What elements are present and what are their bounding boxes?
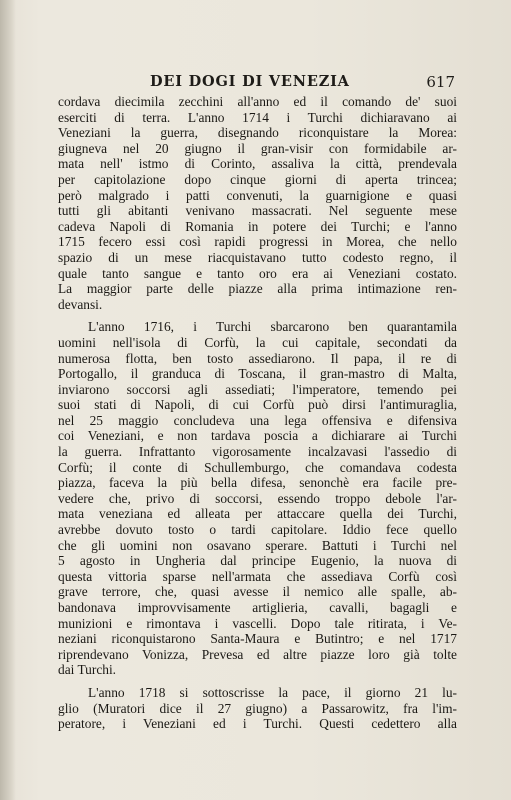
page-gutter-shadow xyxy=(0,0,16,800)
text-line: munizioni e rimontava i vascelli. Dopo tale ritirata, i Ve- xyxy=(58,615,457,631)
text-line: che gli uomini non osavano sperare. Battuti i Turchi nel xyxy=(58,537,457,553)
text-line: quale tanto sangue e tanto oro era ai Veneziani costato. xyxy=(58,265,457,281)
text-line: glio (Muratori dice il 27 giugno) a Passarowitz, fra l'im- xyxy=(58,700,457,716)
text-line: eserciti di terra. L'anno 1714 i Turchi dichiaravano ai xyxy=(58,109,457,125)
text-line: giugneva nel 20 giugno il gran-visir con formidabile ar- xyxy=(58,140,457,156)
text-line: nel 25 maggio concludeva una lega offensiva e difensiva xyxy=(58,412,457,428)
text-line: questa vittoria sparse nell'armata che assediava Corfù così xyxy=(58,568,457,584)
text-line: coi Veneziani, e non tardava poscia a dichiarare ai Turchi xyxy=(58,428,457,444)
text-line: avrebbe dovuto tosto o tardi capitolare. Iddio fece quello xyxy=(58,522,457,538)
text-line: tutti gli abitanti venivano massacrati. Nel seguente mese xyxy=(58,203,457,219)
text-line: però malgrado i patti convenuti, la guarnigione e quasi xyxy=(58,187,457,203)
paragraph-2 xyxy=(58,319,457,678)
text-line: dai Turchi. xyxy=(58,662,117,678)
page-number: 617 xyxy=(426,73,455,91)
text-line: piazza, faceva la più bella difesa, senonchè era facile pre- xyxy=(58,475,457,491)
text-line: mata nell' istmo di Corinto, assaliva la città, prendevala xyxy=(58,156,457,172)
text-line: inviarono soccorsi agli assediati; l'imperatore, temendo pei xyxy=(58,381,457,397)
text-line: devansi. xyxy=(58,296,103,312)
text-line: L'anno 1718 si sottoscrisse la pace, il giorno 21 lu- xyxy=(88,684,457,700)
page-header xyxy=(150,73,455,91)
text-line: riprendevano Vonizza, Prevesa ed altre piazze loro già tolte xyxy=(58,646,457,662)
body-text xyxy=(58,94,457,732)
text-line: 5 agosto in Ungheria dal principe Eugenio, la nuova di xyxy=(58,553,457,569)
text-line: neziani riconquistarono Santa-Maura e Butintro; e nel 1717 xyxy=(58,631,457,647)
text-line: bandonava improvvisamente artiglieria, cavalli, bagagli e xyxy=(58,600,457,615)
text-line: Corfù; il conte di Schullemburgo, che comandava codesta xyxy=(58,459,457,475)
text-line: spazio di un mese riacquistavano tutto codesto regno, il xyxy=(58,249,457,265)
text-line: la guerra. Infrattanto vigorosamente incalzavasi l'assedio di xyxy=(58,444,457,460)
text-line: numerosa flotta, ben tosto assediarono. Il papa, il re di xyxy=(58,350,457,366)
text-line: uomini nell'isola di Corfù, la cui capitale, secondati da xyxy=(58,334,457,350)
text-line: Portogallo, il granduca di Toscana, il gran-mastro di Malta, xyxy=(58,366,457,382)
text-line: grave terrore, che, quasi avesse il nemico alle spalle, ab- xyxy=(58,584,457,600)
text-line: cadeva Napoli di Romania in potere dei Turchi; e l'anno xyxy=(58,218,457,234)
text-line: cordava diecimila zecchini all'anno ed il comando de' suoi xyxy=(58,94,457,109)
text-line: suoi stati di Napoli, di cui Corfù può dirsi l'antimuraglia, xyxy=(58,397,457,413)
paragraph-3 xyxy=(58,685,457,732)
text-line: per capitolazione dopo cinque giorni di aperta trincea; xyxy=(58,171,457,187)
paragraph-1 xyxy=(58,94,457,312)
text-line: Veneziani la guerra, disegnando riconquistare la Morea: xyxy=(58,125,457,141)
text-line: 1715 fecero essi così rapidi progressi in Morea, che nello xyxy=(58,234,457,250)
text-line: L'anno 1716, i Turchi sbarcarono ben quarantamila xyxy=(88,319,457,335)
running-title: DEI DOGI DI VENEZIA xyxy=(150,73,350,90)
text-line: vedere che, privo di soccorsi, essendo troppo debole l'ar- xyxy=(58,490,457,506)
text-line: mata veneziana ed alleata per attaccare quella dei Turchi, xyxy=(58,506,457,522)
text-line: La maggior parte delle piazze alla prima intimazione ren- xyxy=(58,281,457,297)
text-line: peratore, i Veneziani ed i Turchi. Questi cedettero alla xyxy=(58,716,457,732)
